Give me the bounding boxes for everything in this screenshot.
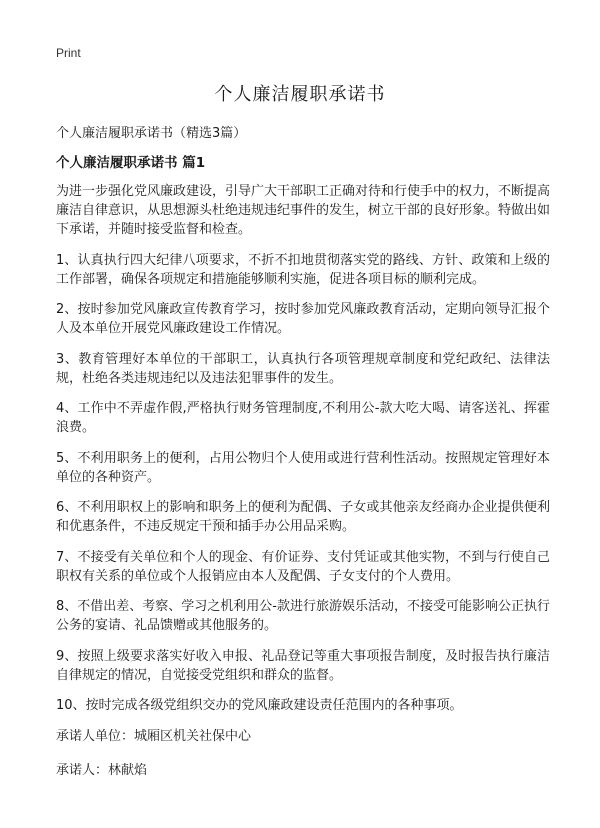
document-body [56,182,550,795]
commitment-item-10: 10、按时完成各级党组织交办的党风廉政建设责任范围内的各种事项。 [56,698,463,713]
commitment-item-2: 2、按时参加党风廉政宣传教育学习，按时参加党风廉政教育活动，定期向领导汇报个人及本单位开展党风廉政建设工作情况。 [56,302,550,336]
commitment-item-5: 5、不利用职务上的便利，占用公物归个人使用或进行营利性活动。按照规定管理好本单位的各种资产。 [56,450,550,485]
commitment-item-1: 1、认真执行四大纪律八项要求，不折不扣地贯彻落实党的路线、方针、政策和上级的工作部署，确保各项规定和措施能够顺利实施，促进各项目标的顺利完成。 [56,252,550,287]
commitment-item-3: 3、教育管理好本单位的干部职工，认真执行各项管理规章制度和党纪政纪、法律法规，杜绝各类违规违纪以及违法犯罪事件的发生。 [56,351,550,386]
signature-person: 承诺人：林献焰 [56,762,148,778]
document-subtitle: 个人廉洁履职承诺书（精选3篇） [56,126,247,141]
commitment-item-7: 7、不接受有关单位和个人的现金、有价证券、支付凭证或其他实物，不到与行使自己职权有关系的单位或个人报销应由本人及配偶、子女支付的个人费用。 [56,549,550,584]
commitment-item-8: 8、不借出差、考察、学习之机利用公-款进行旅游娱乐活动，不接受可能影响公正执行公务的宴请、礼品馈赠或其他服务的。 [56,599,550,633]
document-title: 个人廉洁履职承诺书 [214,84,386,105]
commitment-item-4: 4、工作中不弄虚作假,严格执行财务管理制度,不利用公-款大吃大喝、请客送礼、挥霍浪费。 [56,401,550,435]
print-label: Print [56,46,81,60]
section-heading: 个人廉洁履职承诺书 篇1 [56,155,206,171]
intro-paragraph: 为进一步强化党风廉政建设，引导广大干部职工正确对待和行使手中的权力，不断提高廉洁自律意识，从思想源头杜绝违规违纪事件的发生，树立干部的良好形象。特做出如下承诺，并随时接受监督和检查。 [56,184,551,237]
commitment-item-6: 6、不利用职权上的影响和职务上的便利为配偶、子女或其他亲友经商办企业提供便利和优惠条件，不违反规定干预和插手办公用品采购。 [56,500,550,534]
signature-unit: 承诺人单位：城厢区机关社保中心 [56,728,252,744]
commitment-item-9: 9、按照上级要求落实好收入申报、礼品登记等重大事项报告制度，及时报告执行廉洁自律规定的情况，自觉接受党组织和群众的监督。 [56,648,550,683]
